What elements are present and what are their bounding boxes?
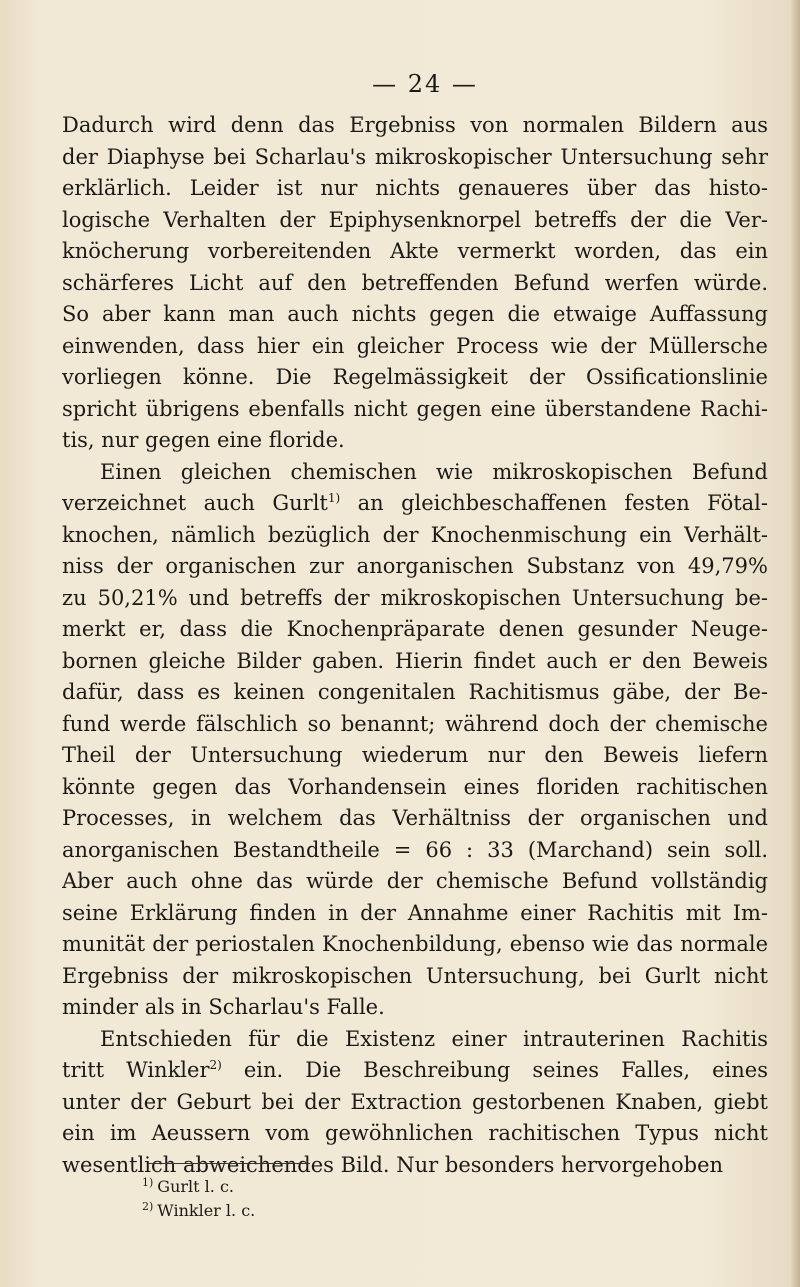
footnote-ref-winkler: 2) [209,1058,222,1072]
footnote-ref-gurlt: 1) [327,491,341,505]
text-line: erklärlich. Leider ist nur nichts genaueres über das histo- [62,176,768,200]
text-line: Dadurch wird denn das Ergebniss von normalen Bildern aus [62,113,768,137]
footnote [142,1199,542,1223]
footnote [142,1175,542,1199]
text-line: zu 50,21% und betreffs der mikroskopischen Untersuchung be- [62,585,768,610]
text-line: unter der Geburt bei der Extraction gestorbenen Knaben, giebt [62,1089,768,1114]
text-line: ein im Aeussern vom gewöhnlichen rachitischen Typus nicht [62,1121,768,1145]
text-line: tis, nur gegen eine floride. [62,428,345,452]
text-line: bornen gleiche Bilder gaben. Hierin findet auch er den Beweis [62,648,768,673]
text-line: spricht übrigens ebenfalls nicht gegen eine überstandene Rachi- [62,396,768,421]
text-line: knochen, nämlich bezüglich der Knochenmischung ein Verhält- [62,522,768,547]
text-line: anorganischen Bestandtheile = 66 : 33 (Marchand) sein soll. [62,837,768,862]
text-segment: verzeichnet auch Gurlt [62,491,328,515]
text-line: könnte gegen das Vorhandensein eines floriden rachitischen [62,774,768,799]
text-line: Theil der Untersuchung wiederum nur den Beweis liefern [62,743,768,767]
text-line: der Diaphyse bei Scharlau's mikroskopischer Untersuchung sehr [62,144,768,169]
footnote-text: Gurlt l. c. [157,1177,234,1196]
footnotes [142,1175,542,1223]
text-segment: tritt Winkler [62,1058,210,1082]
text-line: Aber auch ohne das würde der chemische Befund vollständig [62,869,768,893]
page-number: — 24 — [372,70,478,98]
text-line: vorliegen könne. Die Regelmässigkeit der Ossificationslinie [62,365,768,389]
text-segment: ein. Die Beschreibung seines Falles, eines [243,1058,768,1082]
text-line: Entschieden für die Existenz einer intrauterinen Rachitis [100,1026,768,1051]
text-segment: an gleichbeschaffenen festen Fötal- [357,491,768,515]
text-line: niss der organischen zur anorganischen Substanz von 49,79% [62,554,768,578]
footnote-text: Winkler l. c. [157,1201,256,1220]
text-line: Ergebniss der mikroskopischen Untersuchung, bei Gurlt nicht [62,963,768,988]
page-edge-shadow [790,0,800,1287]
text-line-with-note [62,488,768,520]
text-line: Einen gleichen chemischen wie mikroskopischen Befund [100,459,768,484]
text-line: munität der periostalen Knochenbildung, ebenso wie das normale [62,932,768,956]
text-line: seine Erklärung finden in der Annahme einer Rachitis mit Im- [62,900,768,925]
text-line: dafür, dass es keinen congenitalen Rachitismus gäbe, der Be- [62,680,768,704]
text-line: logische Verhalten der Epiphysenknorpel betreffs der die Ver- [62,207,768,232]
footnote-mark: 1) [142,1176,154,1189]
footnote-divider [148,1163,310,1164]
text-line: knöcherung vorbereitenden Akte vermerkt worden, das ein [62,239,768,263]
text-line: Processes, in welchem das Verhältniss der organischen und [62,806,768,830]
text-line: merkt er, dass die Knochenpräparate denen gesunder Neuge- [62,617,768,641]
text-line: einwenden, dass hier ein gleicher Process wie der Müllersche [62,333,768,358]
text-line-with-note [62,1055,768,1087]
footnote-mark: 2) [142,1200,154,1213]
text-line: minder als in Scharlau's Falle. [62,995,385,1019]
text-line: wesentlich abweichendes Bild. Nur besonders hervorgehoben [62,1152,724,1177]
text-line: So aber kann man auch nichts gegen die etwaige Auffassung [62,302,768,326]
body-text [62,110,768,1181]
text-line: schärferes Licht auf den betreffenden Befund werfen würde. [62,270,768,295]
text-line: fund werde fälschlich so benannt; während doch der chemische [62,711,768,736]
